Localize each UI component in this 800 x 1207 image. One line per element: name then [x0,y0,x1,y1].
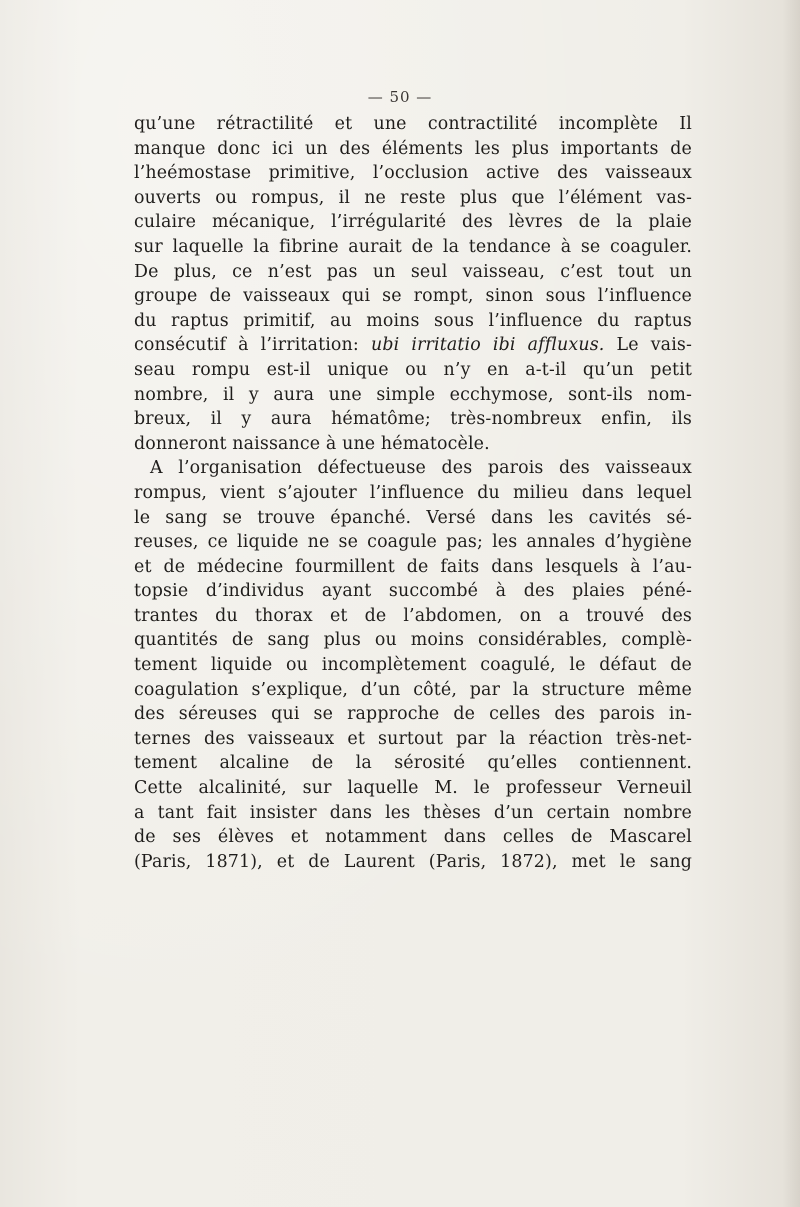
text-line: quantités de sang plus ou moins considérables, complè- [134,630,692,651]
text-line-with-latin [134,333,692,358]
body-text [134,112,692,874]
text-line: a tant fait insister dans les thèses d’un certain nombre [134,802,692,823]
text-line: Cette alcalinité, sur laquelle M. le professeur Verneuil [134,778,692,799]
text-line: (Paris, 1871), et de Laurent (Paris, 1872), met le sang [134,851,692,872]
text-line: nombre, il y aura une simple ecchymose, sont-ils nom- [134,384,692,405]
text-line: culaire mécanique, l’irrégularité des lèvres de la plaie [134,212,692,233]
text-line: trantes du thorax et de l’abdomen, on a trouvé des [134,605,692,626]
page-number: — 50 — [367,88,433,106]
page-edge-shadow [782,0,800,1207]
text-line: De plus, ce n’est pas un seul vaisseau, c’est tout un [134,261,692,282]
text-line: coagulation s’explique, d’un côté, par la structure même [134,679,692,700]
paragraph-end-line: donneront naissance à une hématocèle. [134,433,490,454]
text-line: de ses élèves et notamment dans celles de Mascarel [134,827,692,848]
text-line: rompus, vient s’ajouter l’influence du milieu dans lequel [134,482,692,503]
paragraph-start-line: A l’organisation défectueuse des parois des vaisseaux [150,458,692,479]
text-line: du raptus primitif, au moins sous l’influence du raptus [134,310,692,331]
text-line: l’heémostase primitive, l’occlusion active des vaisseaux [134,163,692,184]
text-line: groupe de vaisseaux qui se rompt, sinon sous l’influence [134,286,692,307]
text-line: sur laquelle la fibrine aurait de la tendance à se coaguler. [134,236,692,257]
text-line: et de médecine fourmillent de faits dans lesquels à l’au- [134,556,692,577]
text-line: tement alcaline de la sérosité qu’elles contiennent. [134,753,692,774]
text-line: ternes des vaisseaux et surtout par la réaction très-net- [134,728,692,749]
text-line: tement liquide ou incomplètement coagulé, le défaut de [134,655,692,676]
text-line: des séreuses qui se rapproche de celles des parois in- [134,704,692,725]
text-line: seau rompu est-il unique ou n’y en a-t-il qu’un petit [134,359,692,380]
text-line: manque donc ici un des éléments les plus importants de [134,138,692,159]
text-line: le sang se trouve épanché. Versé dans les cavités sé- [134,507,692,528]
text-line: topsie d’individus ayant succombé à des plaies péné- [134,581,692,602]
text-line: qu’une rétractilité et une contractilité incomplète Il [134,114,692,134]
text-line: breux, il y aura hématôme; très-nombreux enfin, ils [134,409,692,430]
latin-phrase: ubi irritatio ibi affluxus. [370,335,605,356]
line-start: consécutif à l’irritation: [134,335,359,356]
text-line: ouverts ou rompus, il ne reste plus que l’élément vas- [134,187,692,208]
line-end: Le vais- [616,335,693,356]
text-line: reuses, ce liquide ne se coagule pas; les annales d’hygiène [134,532,692,553]
